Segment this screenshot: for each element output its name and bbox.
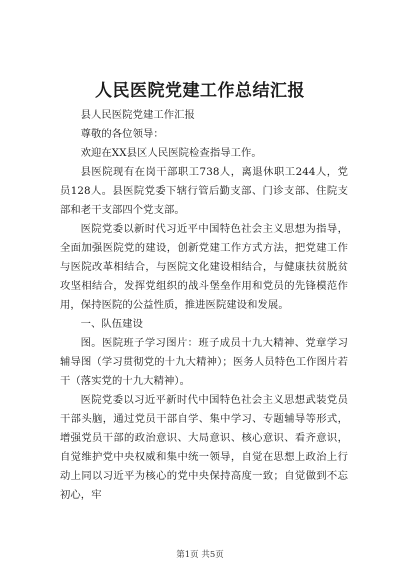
paragraph-welcome: 欢迎在XX县区人民医院检查指导工作。 [80,147,262,159]
document-title: 人民医院党建工作总结汇报 [95,81,305,101]
document-body [60,106,348,505]
page-footer: 第1页 共5页 [176,550,224,560]
paragraph-staff-overview: 县医院现有在岗干部职工738人，离退休职工244人，党员128人。县医院党委下辖行管后勤支部、门诊支部、住院支部和老干支部四个党支部。 [60,166,348,216]
section-heading-team: 一、队伍建设 [80,318,143,330]
paragraph-party-guidance: 医院党委以新时代习近平中国特色社会主义思想为指导，全面加强医院党的建设，创新党建工作方式方法，把党建工作与医院改革相结合，与医院文化建设相结合，与健康扶贫脱贫攻坚相结合，发挥党组织的战斗堡垒作用和党员的先锋模范作用，保持医院的公益性质，推进医院建设和发展。 [60,223,348,311]
paragraph-thought-arming: 医院党委以习近平新时代中国特色社会主义思想武装党员干部头脑，通过党员干部自学、集中学习、专题辅导等形式，增强党员干部的政治意识、大局意识、核心意识、看齐意识，自觉维护党中央权威和集中统一领导，自觉在思想上政治上行动上同以习近平为核心的党中央保持高度一致；自觉做到不忘初心，牢 [60,394,348,501]
paragraph-heading-subtitle: 县人民医院党建工作汇报 [80,109,195,121]
paragraph-study-images: 图。医院班子学习图片：班子成员十九大精神、党章学习辅导图（学习贯彻党的十九大精神）；医务人员特色工作图片若干（落实党的十九大精神）。 [60,337,348,387]
paragraph-salutation: 尊敬的各位领导： [80,128,164,140]
